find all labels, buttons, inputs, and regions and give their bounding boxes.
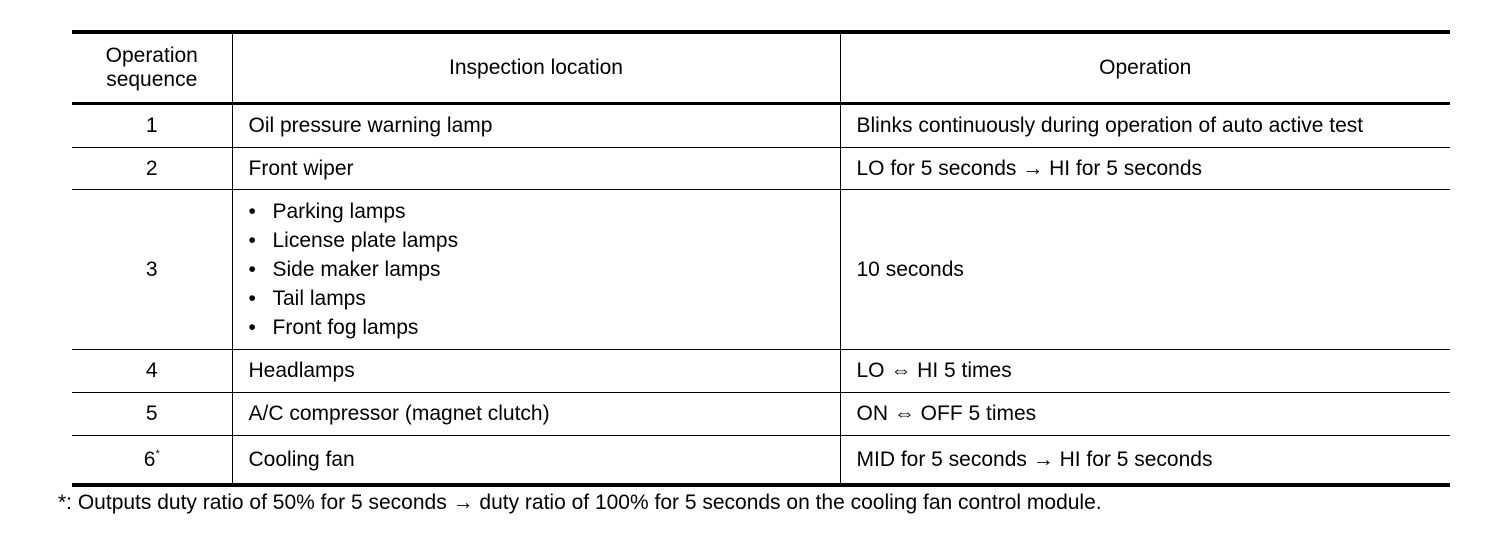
list-item	[249, 226, 840, 255]
table-row	[72, 190, 1450, 350]
header-operation-sequence-line2: sequence	[106, 68, 198, 91]
list-item-label: Parking lamps	[272, 200, 406, 223]
row-location: Oil pressure warning lamp	[232, 104, 840, 148]
row-sequence: 1	[72, 104, 232, 148]
row-operation: ON ⇔ OFF 5 times	[856, 402, 1037, 425]
list-item	[249, 313, 840, 342]
row-operation: LO ⇔ HI 5 times	[856, 359, 1012, 382]
row-location: Cooling fan	[232, 436, 840, 486]
row-sequence	[72, 436, 232, 486]
row-sequence: 2	[72, 148, 232, 190]
table-row	[72, 436, 1450, 486]
table-row	[72, 148, 1450, 190]
bullet-icon: •	[248, 229, 256, 252]
row-operation: 10 seconds	[856, 257, 964, 281]
table-row	[72, 104, 1450, 148]
table-row	[72, 393, 1450, 436]
bullet-icon: •	[248, 287, 256, 310]
row-location: Front wiper	[232, 148, 840, 190]
row-operation: LO for 5 seconds → HI for 5 seconds	[856, 156, 1202, 180]
inspection-table	[72, 30, 1450, 487]
row-operation: MID for 5 seconds → HI for 5 seconds	[856, 447, 1213, 471]
row-sequence: 3	[72, 190, 232, 350]
bullet-icon: •	[248, 258, 256, 281]
header-operation: Operation	[1099, 56, 1192, 79]
table-row	[72, 350, 1450, 393]
list-item	[249, 197, 840, 226]
list-item	[249, 284, 840, 313]
location-bullet-list	[249, 197, 840, 342]
bullet-icon: •	[248, 316, 256, 339]
list-item-label: License plate lamps	[272, 229, 459, 252]
table-header-row	[72, 32, 1450, 104]
row-location-list	[232, 190, 840, 350]
list-item	[249, 255, 840, 284]
header-inspection-location: Inspection location	[232, 32, 840, 104]
list-item-label: Front fog lamps	[272, 316, 419, 339]
footnote-marker: *	[155, 447, 160, 460]
header-operation-sequence-line1: Operation	[105, 44, 198, 67]
header-operation-sequence	[72, 32, 232, 104]
row-location: Headlamps	[232, 350, 840, 393]
table-footnote: *: Outputs duty ratio of 50% for 5 seconds → duty ratio of 100% for 5 seconds on the cooling fan control module.	[58, 491, 1102, 514]
row-location: A/C compressor (magnet clutch)	[232, 393, 840, 436]
row-operation: Blinks continuously during operation of auto active test	[856, 114, 1364, 137]
row-sequence: 5	[72, 393, 232, 436]
row-sequence-number: 6	[143, 447, 156, 471]
row-sequence: 4	[72, 350, 232, 393]
list-item-label: Side maker lamps	[272, 258, 441, 281]
inspection-table-container	[72, 30, 1450, 487]
list-item-label: Tail lamps	[272, 287, 366, 310]
bullet-icon: •	[248, 200, 256, 223]
